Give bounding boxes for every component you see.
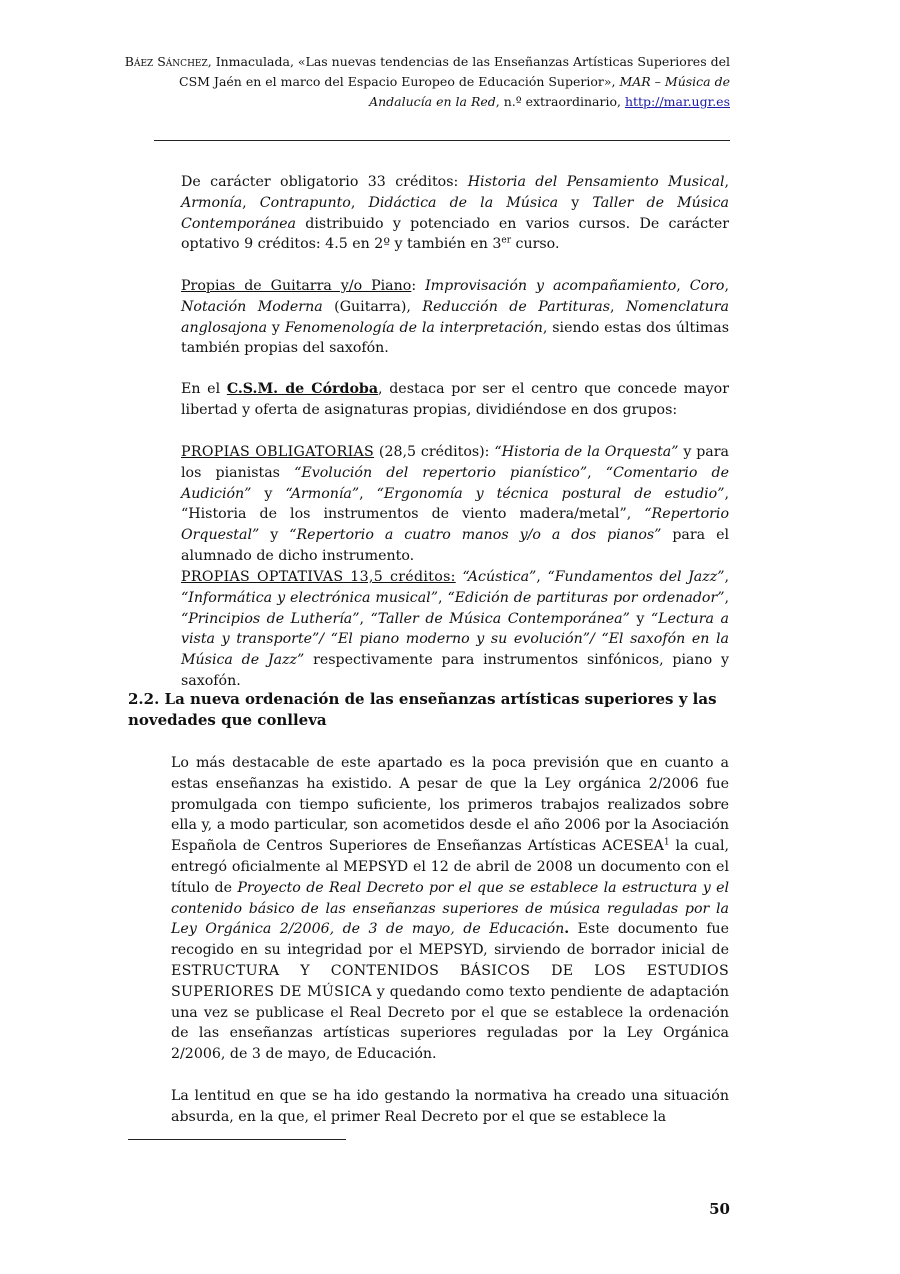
- subject: Fenomenología de la interpretación: [284, 319, 543, 336]
- subject: Notación Moderna: [181, 298, 323, 315]
- text: ,: [437, 589, 448, 606]
- paragraph-propias-optativas: [181, 567, 729, 692]
- text: Lo más destacable de este apartado es la poca previsión que en cuanto a estas enseñanzas ha existido. A pesar de que la Ley orgánica 2/2006 fue promulgada con tiempo suficiente, los primeros trabajos realizados sobre ella y, a modo particular, son acometidos desde el año 2006 por la Asociación Española de Centros Superiores de Enseñanzas Artísticas ACESEA: [171, 755, 729, 855]
- header-issue: , n.º extraordinario,: [495, 94, 625, 109]
- subject: Coro: [689, 278, 725, 294]
- text: ,: [350, 194, 369, 211]
- text: En el: [181, 381, 227, 397]
- paragraph-ordenacion: [171, 753, 729, 1065]
- text: :: [411, 278, 426, 294]
- text: ,: [724, 174, 729, 190]
- subject: Armonía: [181, 194, 243, 211]
- text: y para los pianistas: [181, 444, 729, 481]
- text: ,: [359, 485, 377, 502]
- text: y: [267, 319, 285, 336]
- subject: Nomenclatura anglosajona: [181, 298, 729, 336]
- caps-title: ESTRUCTURA Y CONTENIDOS BÁSICOS DE LOS ESTUDIOS SUPERIORES DE MÚSICA: [171, 962, 729, 1000]
- paragraph-cordoba: [181, 379, 729, 421]
- paragraph-obligatorio: [181, 172, 729, 255]
- subject: “Evolución del repertorio pianístico”: [294, 464, 588, 481]
- text: y: [259, 527, 290, 544]
- underlined-label: Propias de Guitarra y/o Piano: [181, 278, 412, 294]
- text: .: [564, 921, 570, 938]
- document-title: Proyecto de Real Decreto por el que se establece la estructura y el contenido básico de las enseñanzas superiores de música reguladas por la Ley Orgánica 2/2006, de 3 de mayo, de Educación: [171, 879, 730, 938]
- subject: “Principios de Luthería”: [181, 610, 360, 627]
- header-citation: , Inmaculada, «Las nuevas tendencias de las Enseñanzas Artísticas Superiores del CSM Jaén en el marco del Espacio Europeo de Educación Superior»,: [179, 54, 730, 89]
- running-header: [118, 52, 730, 112]
- text: respectivamente para instrumentos sinfónicos, piano y saxofón.: [181, 652, 729, 689]
- subject: Didáctica de la Música: [368, 194, 559, 211]
- subject: “Lectura a vista y transporte”/ “El piano moderno y su evolución”/ “El saxofón en la Música de Jazz”: [181, 610, 729, 669]
- text: ,: [724, 569, 729, 585]
- text: , “Historia de los instrumentos de viento madera/metal”,: [181, 485, 729, 523]
- section-heading: 2.2. La nueva ordenación de las enseñanzas artísticas superiores y las novedades que conlleva: [128, 690, 717, 729]
- paragraph-propias-obligatorias: [181, 442, 729, 567]
- page-number: 50: [709, 1200, 730, 1218]
- institution-name: C.S.M. de Córdoba: [226, 381, 379, 397]
- text: para el alumnado de dicho instrumento.: [181, 527, 730, 564]
- text: , siendo estas dos últimas también propias del saxofón.: [181, 319, 729, 357]
- text: la cual, entregó oficialmente al MEPSYD el 12 de abril de 2008 un documento con el título de: [171, 838, 729, 896]
- underlined-label: PROPIAS OBLIGATORIAS: [181, 444, 375, 460]
- text: Este documento fue recogido en su integridad por el MEPSYD, sirviendo de borrador inicial de: [171, 921, 729, 959]
- superscript: er: [501, 235, 512, 246]
- text: ,: [359, 610, 371, 627]
- underlined-label: PROPIAS OPTATIVAS 13,5 créditos:: [181, 569, 456, 585]
- subject: “Ergonomía y técnica postural de estudio”: [376, 485, 725, 502]
- subject: Improvisación y acompañamiento: [425, 278, 677, 294]
- text: y: [251, 485, 286, 502]
- subject: “Repertorio Orquestal”: [181, 506, 729, 544]
- paragraph-guitarra-piano: [181, 276, 729, 359]
- subject: Taller de Música Contemporánea: [181, 194, 729, 232]
- text: (Guitarra),: [322, 298, 423, 315]
- text: ,: [676, 278, 690, 294]
- text: ,: [610, 298, 627, 315]
- subject: “Informática y electrónica musical”: [181, 589, 438, 606]
- text: curso.: [511, 236, 560, 253]
- text: y: [629, 610, 651, 627]
- header-link[interactable]: http://mar.ugr.es: [624, 94, 730, 109]
- header-author-surname: Báez Sánchez: [124, 54, 208, 69]
- footnote-reference[interactable]: 1: [663, 837, 670, 848]
- subject: “Edición de partituras por ordenador”: [447, 589, 725, 606]
- subject: “Comentario de Audición”: [181, 464, 729, 502]
- subject: “Taller de Música Contemporánea”: [370, 610, 630, 627]
- text: ,: [587, 464, 606, 481]
- subject: Reducción de Partituras: [422, 298, 611, 315]
- paragraph-lentitud: La lentitud en que se ha ido gestando la normativa ha creado una situación absurda, en la que, el primer Real Decreto por el que se establece la: [171, 1088, 729, 1125]
- text: ,: [724, 589, 729, 606]
- text: ,: [536, 569, 548, 585]
- text: De carácter obligatorio 33 créditos:: [181, 174, 468, 190]
- subject: “Repertorio a cuatro manos y/o a dos pianos”: [289, 527, 662, 544]
- text: ,: [724, 278, 729, 294]
- header-rule: [154, 140, 730, 141]
- subject: “Armonía”: [285, 485, 360, 502]
- text: , destaca por ser el centro que concede mayor libertad y oferta de asignaturas propias, dividiéndose en dos grupos:: [181, 381, 729, 418]
- subject: Contrapunto: [259, 194, 351, 211]
- text: y: [558, 194, 593, 211]
- text: y quedando como texto pendiente de adaptación una vez se publicase el Real Decreto por el que se establece la ordenación de las enseñanzas artísticas superiores reguladas por la Ley Orgánica 2/2006, de 3 de mayo, de Educación.: [171, 983, 729, 1063]
- text: ,: [242, 194, 260, 211]
- subject: “Fundamentos del Jazz”: [547, 569, 725, 585]
- text: (28,5 créditos):: [374, 444, 495, 460]
- text: distribuido y potenciado en varios cursos. De carácter optativo 9 créditos: 4.5 en 2º y también en 3: [181, 215, 729, 253]
- header-journal: MAR – Música de Andalucía en la Red: [369, 74, 730, 109]
- subject: Historia del Pensamiento Musical: [467, 174, 725, 190]
- subject: “Acústica”: [462, 569, 537, 585]
- footnote-rule: [128, 1139, 346, 1140]
- subject: “Historia de la Orquesta”: [494, 444, 679, 460]
